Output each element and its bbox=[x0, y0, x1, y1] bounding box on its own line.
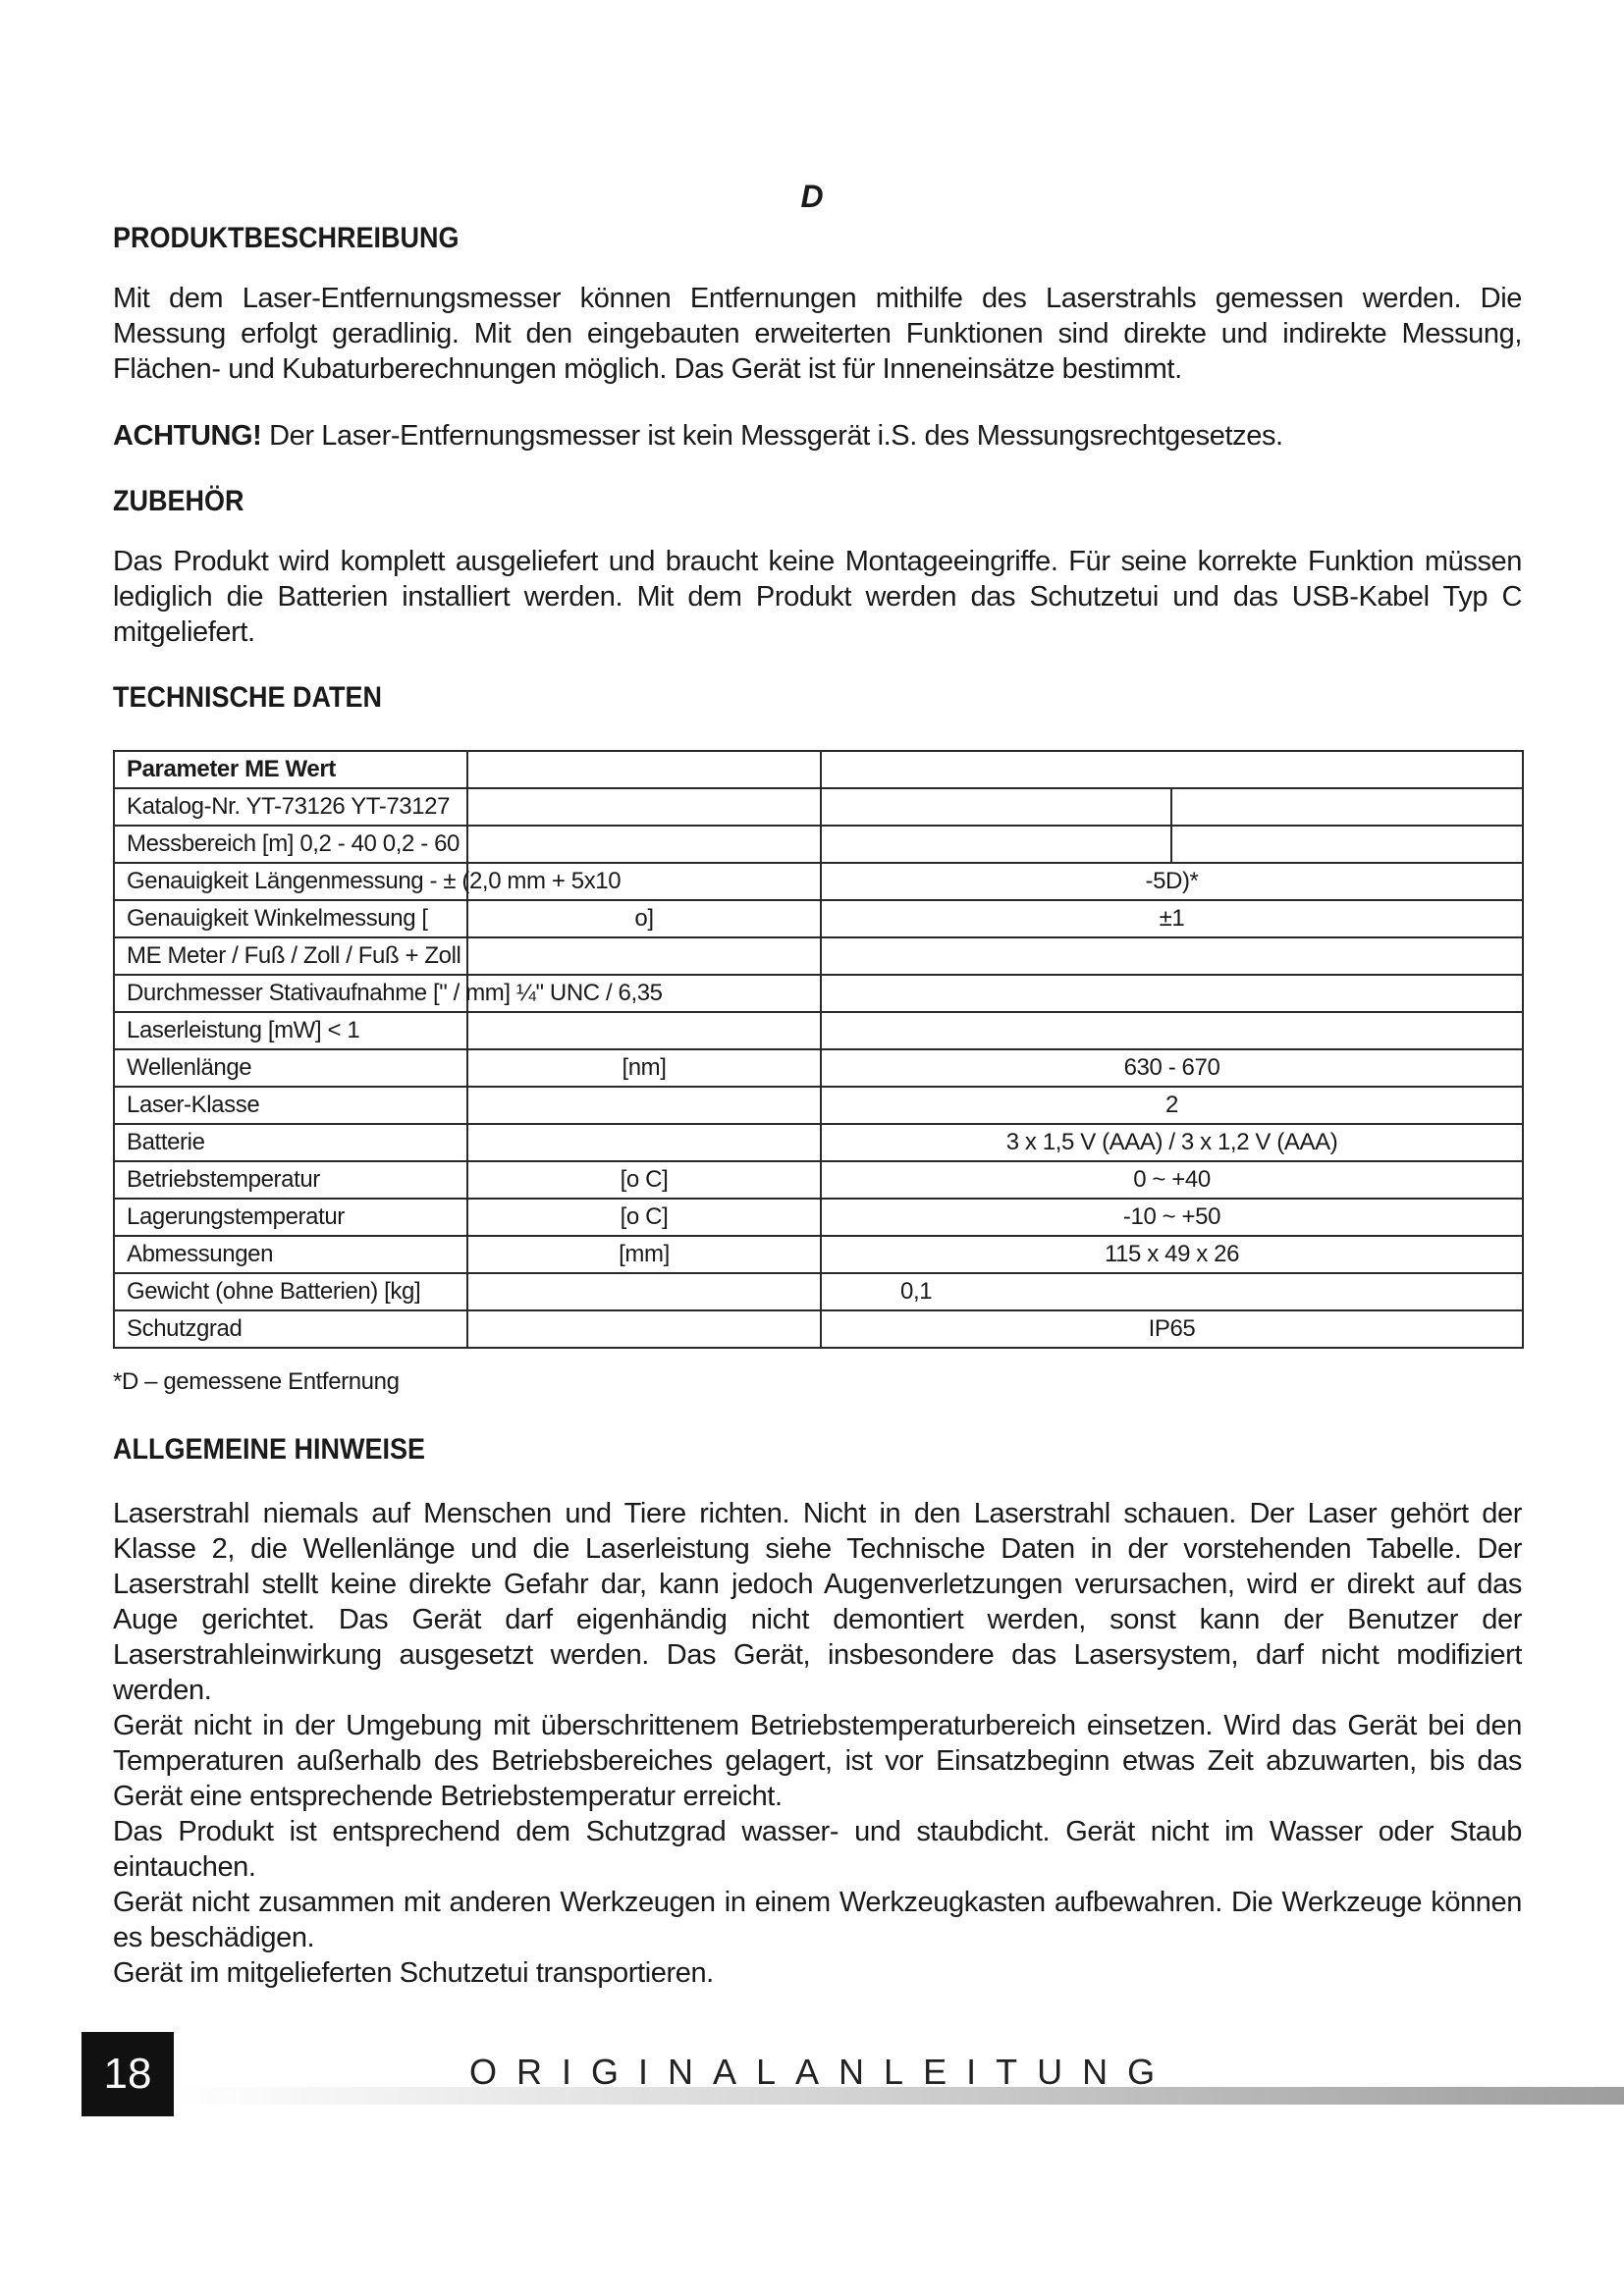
section-title-zubehoer: ZUBEHÖR bbox=[113, 485, 244, 517]
table-row bbox=[114, 1012, 1523, 1049]
spec-table bbox=[113, 750, 1524, 1349]
table-row bbox=[114, 788, 1523, 826]
table-cell: ±1 bbox=[821, 900, 1523, 937]
table-cell bbox=[467, 751, 821, 788]
table-cell bbox=[467, 1087, 821, 1124]
table-row bbox=[114, 1199, 1523, 1236]
language-code: D bbox=[800, 179, 824, 214]
table-row bbox=[114, 1310, 1523, 1348]
table-cell bbox=[1171, 788, 1523, 826]
page-number: 18 bbox=[81, 2032, 174, 2116]
table-row bbox=[114, 1236, 1523, 1273]
hinweis-paragraph: Gerät nicht zusammen mit anderen Werkzeugen in einem Werkzeugkasten aufbewahren. Die Werkzeuge können es beschädigen. bbox=[113, 1887, 1522, 1953]
table-cell bbox=[467, 1124, 821, 1161]
table-row bbox=[114, 1273, 1523, 1310]
table-row bbox=[114, 1124, 1523, 1161]
table-cell: [o C] bbox=[467, 1199, 821, 1236]
table-cell: Katalog-Nr. YT-73126 YT-73127 bbox=[114, 788, 467, 826]
table-row bbox=[114, 900, 1523, 937]
achtung-notice bbox=[113, 418, 1522, 454]
page-content bbox=[113, 222, 1522, 1991]
table-cell: Durchmesser Stativaufnahme [" / mm] ¼" UNC / 6,35 bbox=[114, 975, 467, 1012]
table-cell: Schutzgrad bbox=[114, 1310, 467, 1348]
table-cell bbox=[821, 826, 1171, 863]
table-row bbox=[114, 826, 1523, 863]
table-cell bbox=[821, 1012, 1523, 1049]
table-cell: Messbereich [m] 0,2 - 40 0,2 - 60 bbox=[114, 826, 467, 863]
table-footnote: *D – gemessene Entfernung bbox=[113, 1368, 400, 1395]
table-cell: o] bbox=[467, 900, 821, 937]
table-cell: 2 bbox=[821, 1087, 1523, 1124]
table-cell bbox=[467, 788, 821, 826]
table-cell: Batterie bbox=[114, 1124, 467, 1161]
table-cell: [nm] bbox=[467, 1049, 821, 1087]
table-header-cell: Parameter ME Wert bbox=[114, 751, 467, 788]
table-cell bbox=[467, 1012, 821, 1049]
section-title-technische-daten: TECHNISCHE DATEN bbox=[113, 681, 383, 714]
table-cell: 630 - 670 bbox=[821, 1049, 1523, 1087]
table-header-row bbox=[114, 751, 1523, 788]
page-footer bbox=[81, 2032, 1594, 2116]
achtung-text: Der Laser-Entfernungsmesser ist kein Messgerät i.S. des Messungsrechtgesetzes. bbox=[261, 420, 1283, 452]
table-row bbox=[114, 1087, 1523, 1124]
table-cell: ME Meter / Fuß / Zoll / Fuß + Zoll bbox=[114, 937, 467, 975]
achtung-label: ACHTUNG! bbox=[113, 420, 262, 452]
table-cell: Laserleistung [mW] < 1 bbox=[114, 1012, 467, 1049]
section-title-produktbeschreibung: PRODUKTBESCHREIBUNG bbox=[113, 222, 460, 254]
footer-brand-text: ORIGINALANLEITUNG bbox=[469, 2052, 1175, 2092]
table-row bbox=[114, 975, 1523, 1012]
table-row bbox=[114, 1049, 1523, 1087]
table-cell: Abmessungen bbox=[114, 1236, 467, 1273]
table-cell: Genauigkeit Winkelmessung [ bbox=[114, 900, 467, 937]
hinweis-paragraph: Gerät nicht in der Umgebung mit überschrittenem Betriebstemperaturbereich einsetzen. Wird das Gerät bei den Temperaturen außerhalb des Betriebsbereiches gelagert, ist vor Einsatzbeginn etwas Zeit abzuwarten, bis das Gerät eine entsprechende Betriebstemperatur erreicht. bbox=[113, 1710, 1522, 1812]
table-cell: [mm] bbox=[467, 1236, 821, 1273]
table-cell: Gewicht (ohne Batterien) [kg] bbox=[114, 1273, 467, 1310]
hinweis-paragraph: Gerät im mitgelieferten Schutzetui transportieren. bbox=[113, 1957, 714, 1989]
table-row bbox=[114, 1161, 1523, 1199]
table-cell bbox=[821, 788, 1171, 826]
hinweis-paragraph: Laserstrahl niemals auf Menschen und Tiere richten. Nicht in den Laserstrahl schauen. Der Laser gehört der Klasse 2, die Wellenlänge und die Laserleistung siehe Technische Daten in der vorstehenden Tabelle. Der Laserstrahl stellt keine direkte Gefahr dar, kann jedoch Augenverletzungen verursachen, wird er direkt auf das Auge gerichtet. Das Gerät darf eigenhändig nicht demontiert werden, sonst kann der Benutzer der Laserstrahleinwirkung ausgesetzt werden. Das Gerät, insbesondere das Lasersystem, darf nicht modifiziert werden. bbox=[113, 1498, 1522, 1706]
table-cell: Betriebstemperatur bbox=[114, 1161, 467, 1199]
table-cell: -10 ~ +50 bbox=[821, 1199, 1523, 1236]
zubehoer-text: Das Produkt wird komplett ausgeliefert und braucht keine Montageeingriffe. Für seine korrekte Funktion müssen lediglich die Batterien installiert werden. Mit dem Produkt werden das Schutzetui und das USB-Kabel Typ C mitgeliefert. bbox=[113, 546, 1522, 648]
table-cell: 3 x 1,5 V (AAA) / 3 x 1,2 V (AAA) bbox=[821, 1124, 1523, 1161]
table-cell: Laser-Klasse bbox=[114, 1087, 467, 1124]
table-cell: 0 ~ +40 bbox=[821, 1161, 1523, 1199]
table-cell: Genauigkeit Längenmessung - ± (2,0 mm + 5x10 bbox=[114, 863, 467, 900]
hinweis-paragraph: Das Produkt ist entsprechend dem Schutzgrad wasser- und staubdicht. Gerät nicht im Wasser oder Staub eintauchen. bbox=[113, 1816, 1522, 1883]
table-cell: Wellenlänge bbox=[114, 1049, 467, 1087]
table-cell bbox=[821, 751, 1523, 788]
table-row bbox=[114, 937, 1523, 975]
table-cell bbox=[467, 1273, 821, 1310]
table-cell: IP65 bbox=[821, 1310, 1523, 1348]
table-cell bbox=[821, 937, 1523, 975]
section-title-allgemeine-hinweise: ALLGEMEINE HINWEISE bbox=[113, 1433, 426, 1466]
table-cell bbox=[1171, 826, 1523, 863]
produktbeschreibung-text: Mit dem Laser-Entfernungsmesser können Entfernungen mithilfe des Laserstrahls gemessen werden. Die Messung erfolgt geradlinig. Mit den eingebauten erweiterten Funktionen sind direkte und indirekte Messung, Flächen- und Kubaturberechnungen möglich. Das Gerät ist für Inneneinsätze bestimmt. bbox=[113, 283, 1522, 385]
table-cell bbox=[467, 937, 821, 975]
table-cell bbox=[467, 826, 821, 863]
table-cell bbox=[467, 1310, 821, 1348]
table-cell: [o C] bbox=[467, 1161, 821, 1199]
table-cell: Lagerungstemperatur bbox=[114, 1199, 467, 1236]
table-cell: 115 x 49 x 26 bbox=[821, 1236, 1523, 1273]
table-cell: -5D)* bbox=[821, 863, 1523, 900]
table-cell: 0,1 bbox=[821, 1273, 1523, 1310]
table-row bbox=[114, 863, 1523, 900]
table-cell bbox=[821, 975, 1523, 1012]
